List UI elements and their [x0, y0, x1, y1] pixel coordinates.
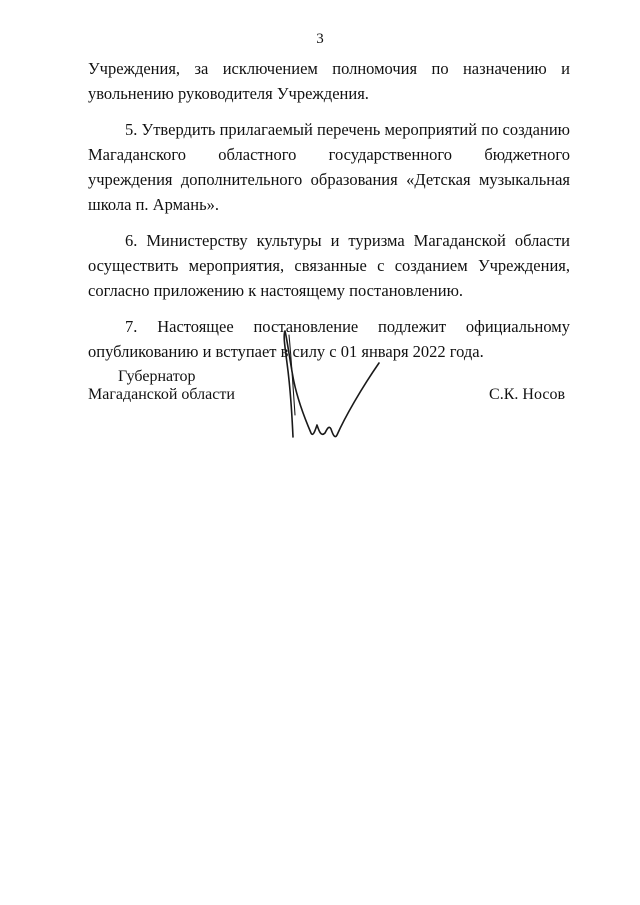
signature-stroke — [289, 335, 295, 415]
signatory-name: С.К. Носов — [489, 386, 565, 403]
signatory-title-line1: Губернатор — [118, 368, 196, 385]
signatory-title — [88, 368, 235, 404]
page-number: 3 — [316, 31, 324, 47]
signature-stroke — [284, 331, 379, 437]
paragraph-continuation: Учреждения, за исключением полномочия по назначению и увольнению руководителя Учреждения. — [88, 59, 570, 103]
signatory-title-line2: Магаданской области — [88, 386, 235, 403]
paragraph-item-6: 6. Министерству культуры и туризма Магаданской области осуществить мероприятия, связанные с созданием Учреждения, согласно приложению к настоящему постановлению. — [88, 231, 570, 300]
handwritten-signature — [275, 325, 395, 450]
paragraph-item-5: 5. Утвердить прилагаемый перечень мероприятий по созданию Магаданского областного государственного бюджетного учреждения дополнительного образования «Детская музыкальная школа п. Армань». — [88, 120, 570, 214]
paragraph-item-7: 7. Настоящее постановление подлежит официальному опубликованию и вступает в силу с 01 января 2022 года. — [88, 317, 570, 361]
